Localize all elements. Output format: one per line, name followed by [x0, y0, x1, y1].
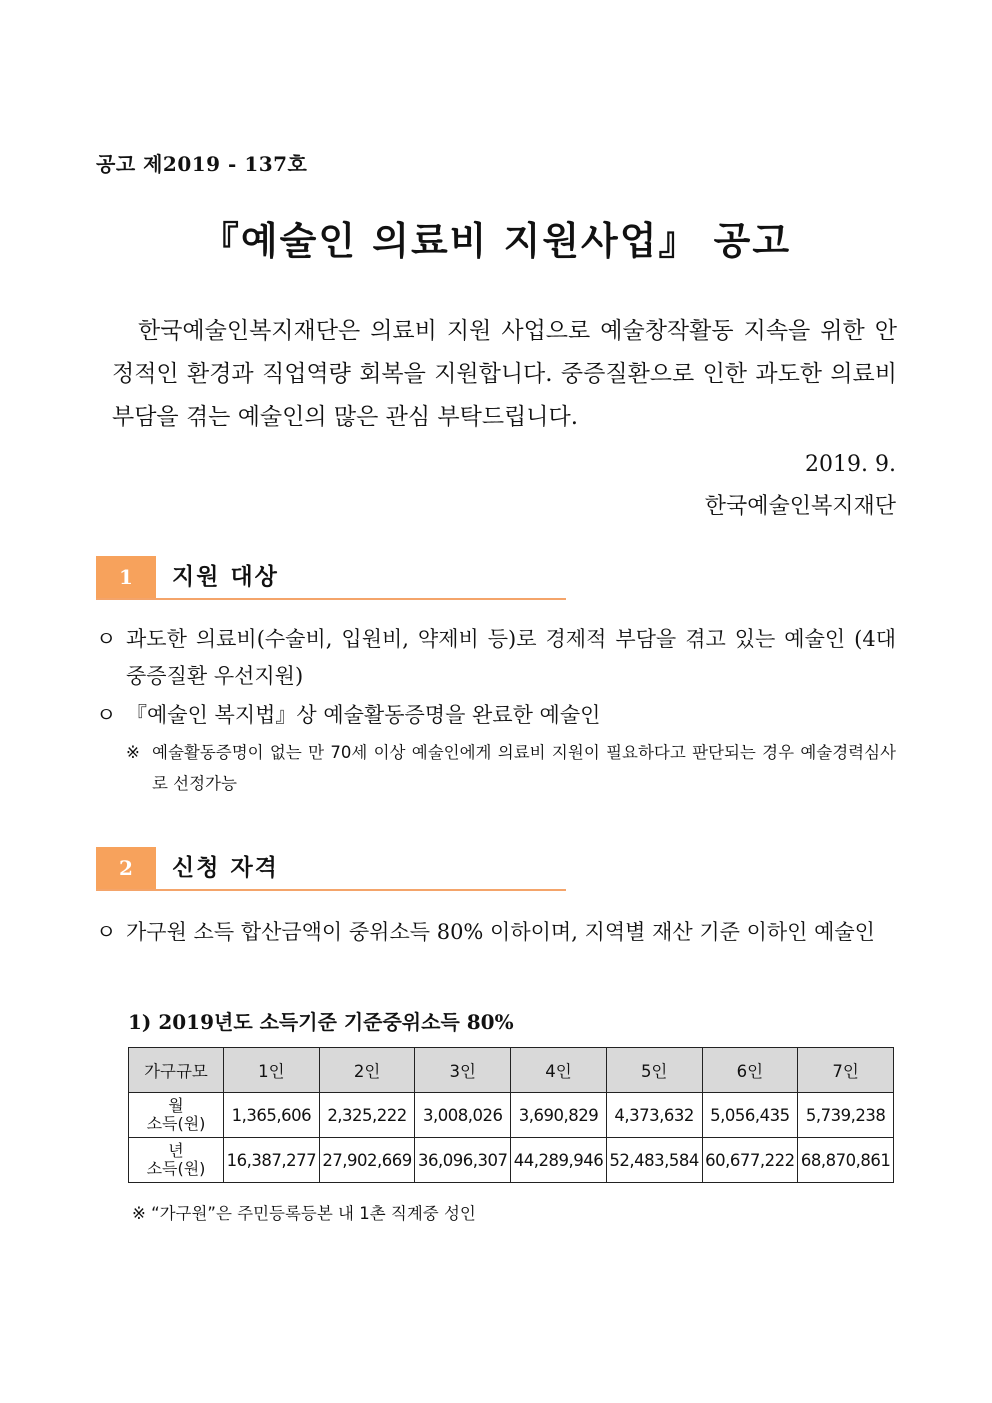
- table-cell: 16,387,277: [224, 1138, 320, 1183]
- income-table: [128, 1047, 894, 1183]
- table-row: [129, 1138, 894, 1183]
- column-header: 가구규모: [129, 1048, 224, 1093]
- notice-number: 공고 제2019 - 137호: [96, 152, 308, 176]
- bullet-text: 『예술인 복지법』상 예술활동증명을 완료한 예술인: [126, 703, 601, 727]
- table-cell: 36,096,307: [415, 1138, 511, 1183]
- table-cell: 60,677,222: [702, 1138, 798, 1183]
- section-2-header: [96, 847, 566, 891]
- intro-paragraph: [112, 310, 897, 439]
- bullet-mark: ㅇ: [96, 920, 117, 944]
- bullet-mark: ㅇ: [96, 703, 117, 727]
- column-header: 7인: [798, 1048, 894, 1093]
- notice-date: 2019. 9.: [805, 452, 896, 477]
- table-header-row: [129, 1048, 894, 1093]
- row-header: [129, 1138, 224, 1183]
- row-header-line: 월: [168, 1096, 184, 1115]
- table-cell: 3,008,026: [415, 1093, 511, 1138]
- column-header: 3인: [415, 1048, 511, 1093]
- income-table-heading: 1) 2019년도 소득기준 기준중위소득 80%: [128, 1010, 514, 1034]
- section-number-badge: 2: [96, 847, 156, 889]
- row-header-line: 소득(원): [146, 1114, 206, 1133]
- section-number-badge: 1: [96, 556, 156, 598]
- organization-name: 한국예술인복지재단: [704, 494, 896, 519]
- section-title: 지원 대상: [172, 563, 279, 590]
- bullet-text: 과도한 의료비(수술비, 입원비, 약제비 등)로 경제적 부담을 겪고 있는 예술인 (4대 중증질환 우선지원): [126, 627, 896, 688]
- column-header: 6인: [702, 1048, 798, 1093]
- note-mark: ※: [126, 743, 140, 762]
- column-header: 5인: [606, 1048, 702, 1093]
- table-cell: 5,739,238: [798, 1093, 894, 1138]
- table-cell: 1,365,606: [224, 1093, 320, 1138]
- table-cell: 27,902,669: [319, 1138, 415, 1183]
- column-header: 1인: [224, 1048, 320, 1093]
- row-header-line: 년: [168, 1141, 184, 1160]
- bullet-item: [96, 621, 896, 695]
- table-cell: 5,056,435: [702, 1093, 798, 1138]
- bullet-item: [96, 914, 896, 951]
- table-cell: 4,373,632: [606, 1093, 702, 1138]
- table-cell: 3,690,829: [511, 1093, 607, 1138]
- bullet-text: 가구원 소득 합산금액이 중위소득 80% 이하이며, 지역별 재산 기준 이하인 예술인: [126, 920, 875, 944]
- section-title: 신청 자격: [172, 854, 279, 881]
- table-cell: 68,870,861: [798, 1138, 894, 1183]
- row-header-line: 소득(원): [146, 1159, 206, 1178]
- table-cell: 2,325,222: [319, 1093, 415, 1138]
- table-footnote: ※ “가구원”은 주민등록등본 내 1촌 직계중 성인: [132, 1204, 476, 1223]
- page-title: 『예술인 의료비 지원사업』 공고: [200, 218, 792, 263]
- note-text: 예술활동증명이 없는 만 70세 이상 예술인에게 의료비 지원이 필요하다고 판단되는 경우 예술경력심사로 선정가능: [152, 743, 896, 793]
- section-1-header: [96, 556, 566, 600]
- column-header: 4인: [511, 1048, 607, 1093]
- table-cell: 52,483,584: [606, 1138, 702, 1183]
- row-header: [129, 1093, 224, 1138]
- table-row: [129, 1093, 894, 1138]
- bullet-item: [96, 697, 896, 734]
- table-cell: 44,289,946: [511, 1138, 607, 1183]
- column-header: 2인: [319, 1048, 415, 1093]
- bullet-mark: ㅇ: [96, 627, 117, 651]
- section-note: [126, 737, 896, 799]
- intro-text: 한국예술인복지재단은 의료비 지원 사업으로 예술창작활동 지속을 위한 안정적인 환경과 직업역량 회복을 지원합니다. 중증질환으로 인한 과도한 의료비 부담을 겪는 예술인의 많은 관심 부탁드립니다.: [112, 318, 897, 430]
